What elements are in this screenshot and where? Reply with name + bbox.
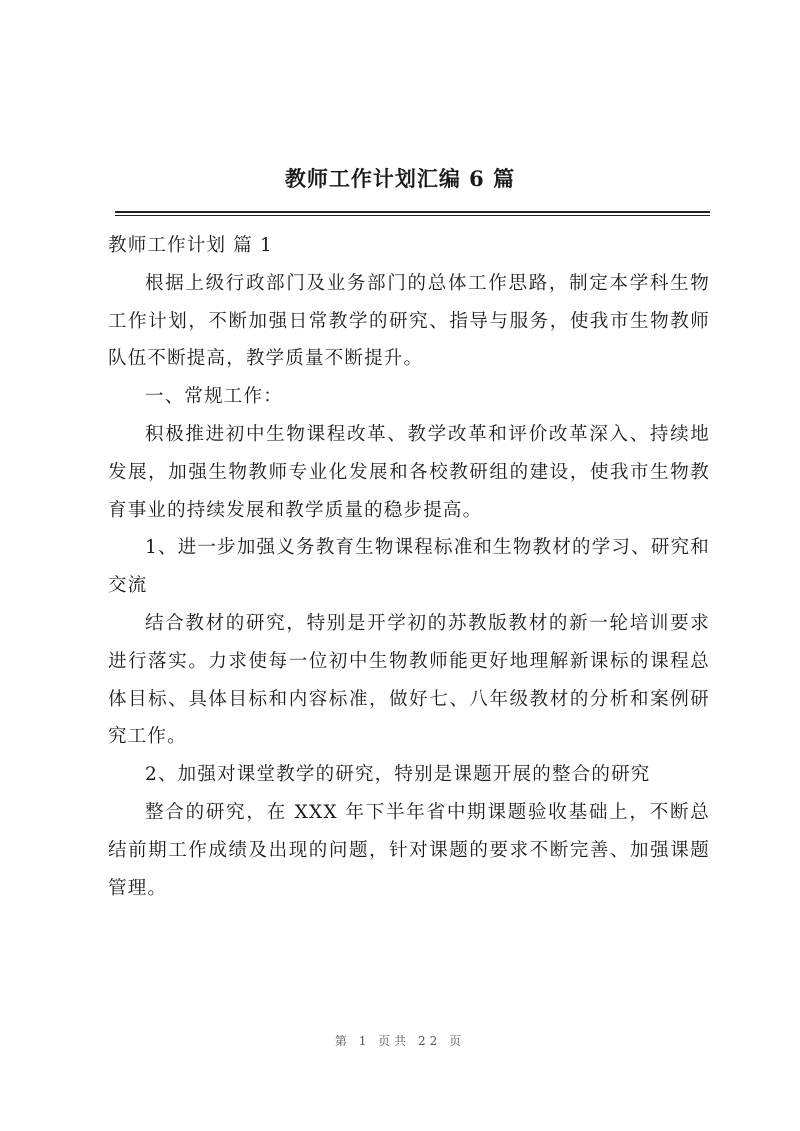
heading-item-2: 2、加强对课堂教学的研究，特别是课题开展的整合的研究 [145, 764, 651, 786]
heading-item-1: 1、进一步加强义务教育生物课程标准和生物教材的学习、研究和交流 [108, 537, 710, 597]
paragraph-intro: 根据上级行政部门及业务部门的总体工作思路，制定本学科生物工作计划，不断加强日常教学的研究、指导与服务，使我市生物教师队伍不断提高，教学质量不断提升。 [108, 272, 710, 370]
document-body [108, 227, 710, 907]
heading-routine-work: 一、常规工作： [145, 386, 283, 408]
page-footer: 第 1 页共 22 页 [334, 1034, 466, 1048]
paragraph-item-2: 整合的研究，在 XXX 年下半年省中期课题验收基础上，不断总结前期工作成绩及出现的问题，针对课题的要求不断完善、加强课题管理。 [108, 801, 710, 899]
paragraph-routine-work: 积极推进初中生物课程改革、教学改革和评价改革深入、持续地发展，加强生物教师专业化发展和各校教研组的建设，使我市生物教育事业的持续发展和教学质量的稳步提高。 [108, 423, 710, 521]
title-divider-thin [115, 215, 710, 216]
document-title: 教师工作计划汇编 6 篇 [284, 166, 516, 191]
paragraph-item-1: 结合教材的研究，特别是开学初的苏教版教材的新一轮培训要求进行落实。力求使每一位初中生物教师能更好地理解新课标的课程总体目标、具体目标和内容标准，做好七、八年级教材的分析和案例研究工作。 [108, 612, 710, 748]
section-heading: 教师工作计划 篇 1 [108, 235, 274, 256]
title-divider-thick [115, 211, 710, 213]
